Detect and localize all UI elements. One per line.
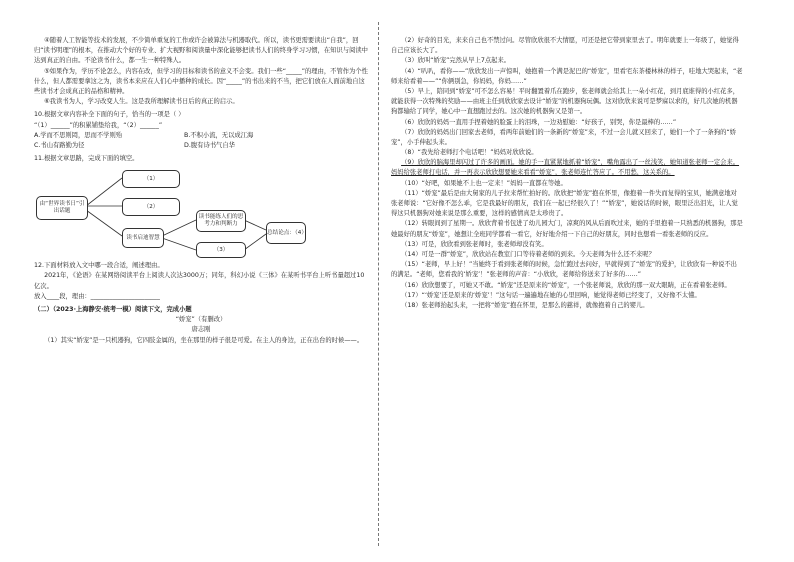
- paragraph-5: ⑤如果作为，学历不论怎么，内容在改，但学习的目标和读书的意义不会变。我们一些“_____”的理由，不管作为个性什么，但人都需要拿这之为，读书本来应在人们心中播种的成长。因“_____”的书出来的不当，把它们放在人面前地自这些读书才会成真正的品格和精神。: [34, 67, 368, 95]
- question-10-blank: “（1）______”的积累铺垫给我，“（2）______”: [34, 121, 163, 129]
- column-divider: [378, 22, 379, 546]
- story-paragraph: （4）“叭叭，看你——”欣欣发出一声惊叫，她抱着一个满是泥巴的“娇宠”，里看宅东茶楼林林的样子，哇地大哭起来，“老师来给看着——”“你俩别急，你妈妈，你妈……”: [391, 67, 743, 85]
- story-paragraph: （7）欣欣的妈妈出门回家去老师，看两年前她们的一条新的“娇宠”来，不过一会儿就又回来了，她们一个了一条狗的“娇宠”，小手伸起头来。: [391, 128, 737, 146]
- option-c: C.书山有路勤为径: [34, 141, 85, 149]
- mind-map-blank-3: （3）: [196, 242, 246, 258]
- story-title: “娇宠”（有删改）: [175, 316, 227, 324]
- question-10: 10.根据文章内容补全下面的句子，恰当的一项是（ ）: [34, 111, 185, 119]
- mind-map-node-wisdom: 读书启迪智慧: [122, 228, 164, 248]
- left-column: [34, 36, 368, 346]
- question-11: 11.根据文章思路，完成下面的填空。: [34, 155, 139, 163]
- mind-map-blank-4: 总结论点：（4）: [266, 222, 306, 244]
- mind-map: [34, 168, 368, 258]
- question-12-material: 2021年，《论语》在某网络阅读平台上阅读人次达3000万；同年，科幻小说《三体》在某听书平台上听书量超过10亿次。: [34, 272, 365, 290]
- option-b: B.不积小流，无以成江海: [184, 131, 254, 139]
- story-paragraph: （5）早上，陪同到“娇宠”可不怎么容易！平时翻置着爪在跑步，张老师就会给其上一朵小红花，到月底谁得的小红花多，就能获得一次特殊的奖励——由班主任到欣欣家去设计“娇宠”的机器狗玩偶。这对欣欣来说可是梦寐以求的，好几次她的机器狗都输给了同学，她心中一直想跑过去的。这次她的机器狗又是第一。: [391, 87, 740, 116]
- mind-map-blank-2: （2）: [122, 198, 180, 216]
- story-paragraph: （3）欣叫“娇宠”完然从早上7点起来。: [401, 57, 511, 65]
- story-paragraph: （15）“老师，早上好！”当她终于看到张老师的时候，急忙跑过去问好，早就得到了“娇宠”的爱护，让欣欣有一种说不出的满足。“老师，您看我的‘娇宠’！”张老师的声音：“小欣欣，老师给你送来了好多的……”: [391, 261, 737, 279]
- question-10-options: [34, 131, 368, 151]
- mind-map-node-thinking: 读书能练人们的思考力和判断力: [196, 210, 246, 232]
- story-paragraph: （16）欣欣想要了，可她又不敢。“娇宠”还是原来的“娇宠”，一个张老师说，欣欣的那一双大眼睛，正在看着张老师。: [401, 281, 731, 289]
- story-paragraph: （6）欣欣的妈妈一直用手捏着她的脸蛋上的泪珠，一边劝慰她：“好孩子，别哭，你是最棒的……”: [401, 118, 677, 126]
- section-heading: （二）（2023·上海静安·统考一模）阅读下文，完成小题: [34, 306, 192, 313]
- story-paragraph: （18）张老师抬起头来，一把将“娇宠”抱在怀里，是那么的慈祥，就像抱着自己的婴儿。: [401, 301, 649, 309]
- right-column: [391, 36, 743, 311]
- story-paragraph: （12）转眼间到了星期一。欣欣背着书包进了幼儿园大门，凉爽的风从后面吹过来，她的手里抱着一只熟悉的机器狗，那是她最好的朋友“娇宠”，她想让全班同学都看一看它，好好地介绍一下自己的好朋友，同时也想看一看张老师的反应。: [391, 220, 743, 238]
- question-12: 12.下面材料放入文中哪一段合适，阐述理由。: [34, 262, 164, 270]
- story-paragraph: （8）“我先给老师打个电话吧！”妈妈对欣欣说。: [401, 149, 538, 157]
- story-paragraph: （17）“‘娇宠’还是原来的‘娇宠’！”这句话一遍遍地在她的心里回响，她觉得老师已经变了，又好像不太懂。: [401, 291, 701, 299]
- paragraph-4: ④随着人工智能等技术的发展，不少简单重复的工作或许会被算法与机器取代。所以，读书更需要读出“自我”，回归“读书明理”的根本，在推动大个好的专业、扩大视野和阅读量中深化能够把读书人们的终身学习习惯，在知识与阅读中达到真正的自由。不论读书什么，都一生一种特殊人。: [34, 37, 368, 65]
- mind-map-root: 由“世界读书日”引出话题: [36, 196, 88, 220]
- story-paragraph: （10）“好吧，如果她不上也一定来！”妈妈一直都在等她。: [401, 179, 567, 187]
- story-paragraph-1: （1）其实“娇宠”是一只机器狗，它四肢金属的，坐在那里的样子很是可爱。在主人的身边，正在出台的时候——。: [44, 336, 364, 344]
- story-paragraph: （2）好奇的目光，来来自己也不禁过问。尽管欣欣很不大情愿，可还是把它带到家里去了。明年就要上一年级了，她觉得自己应该长大了。: [391, 37, 739, 55]
- story-author: 唐志刚: [191, 326, 211, 334]
- story-paragraph: （13）可是，欣欣看到张老师时，张老师却没有笑。: [401, 240, 548, 248]
- option-d: D.腹有诗书气自华: [184, 141, 235, 149]
- story-paragraph: （14）可是一群“娇宠”，欣欣站在教室门口等待着老师的到来。今天老师为什么还不来呢？: [401, 250, 655, 258]
- story-paragraph: （11）“娇宠”最后是由大舅家的儿子拉来帮忙拍好的。欣欣把“娇宠”抱在怀里，像抱着一件失而复得的宝贝，她满意地对张老师说：“它好像不怎么乖，它是我最好的朋友，我们在一起已经很久了！”“娇宠”，她说话的时候，眼里泛出泪光，让人觉得这只机器狗对她来说是那么重要，这样的感情真是太珍贵了。: [391, 189, 738, 218]
- paragraph-6: ⑥我读书为人，学习改变人生。这是我所理解读书日后的真正的启示。: [44, 98, 239, 106]
- story-paragraph-underlined: （9）欣欣的脑海里却闪过了许多的画面。她的手一直紧紧地抓着“娇宠”，嘴角露出了一丝浅笑，她知道张老师一定会来。妈妈给张老师打电话，并一再表示欣欣想要她来看看“娇宠”，张老师连忙答应了。不用愁，这关系的。: [391, 159, 740, 177]
- mind-map-blank-1: （1）: [122, 170, 180, 188]
- question-12-answer-line: 放入____段，理由：______________________: [34, 292, 160, 300]
- option-a: A.学而不思则罔，思而不学则殆: [34, 131, 123, 139]
